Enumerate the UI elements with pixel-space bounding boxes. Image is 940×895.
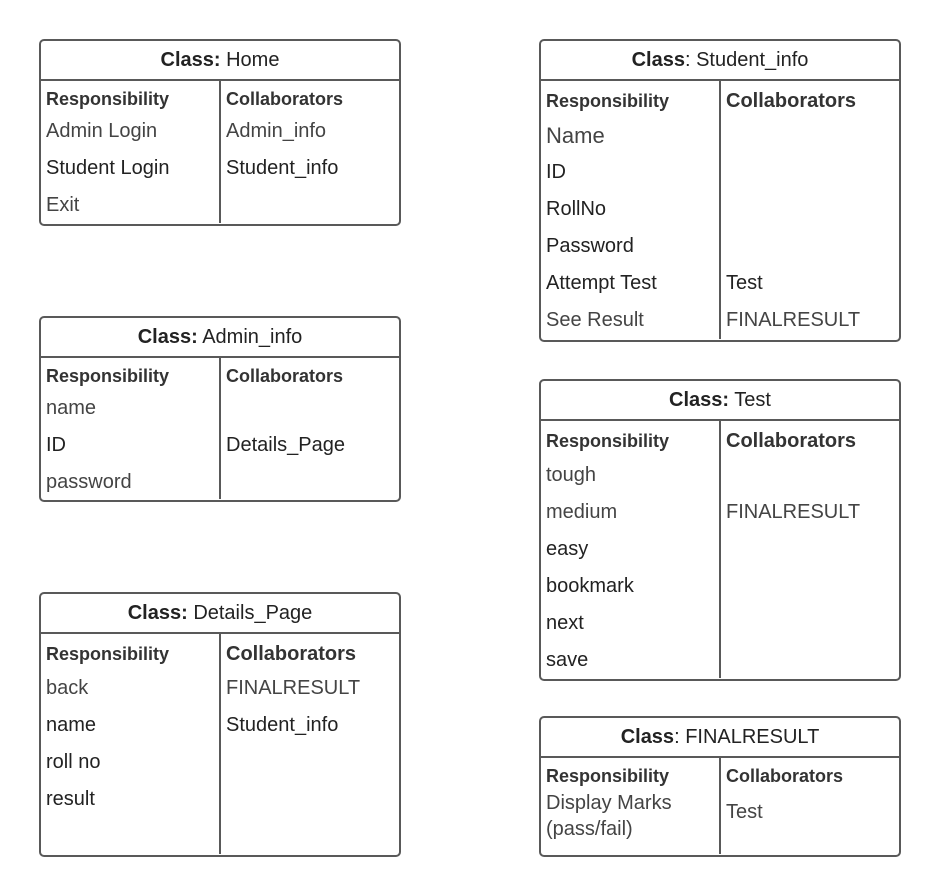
crc-card-finalresult xyxy=(539,716,901,857)
collaborators-column xyxy=(221,358,399,499)
responsibility-item: Exit xyxy=(46,194,80,216)
responsibility-item: Display Marks (pass/fail) xyxy=(546,792,672,840)
collaborator-item xyxy=(726,228,899,265)
class-name-text: FINALRESULT xyxy=(685,726,820,748)
responsibility-header: Responsibility xyxy=(46,366,170,386)
responsibility-item: Attempt Test xyxy=(546,272,657,294)
responsibility-item: medium xyxy=(546,501,618,523)
responsibility-item: tough xyxy=(546,464,597,486)
collaborators-column xyxy=(721,421,899,678)
collaborator-item xyxy=(726,191,899,228)
collaborator-item: Student_info xyxy=(226,157,339,179)
responsibility-item: Student Login xyxy=(46,157,170,179)
responsibility-item: result xyxy=(46,788,95,810)
responsibility-item: back xyxy=(46,677,89,699)
collaborators-column xyxy=(221,634,399,854)
crc-card-title xyxy=(41,318,399,358)
responsibility-item: easy xyxy=(546,538,589,560)
collaborators-header: Collaborators xyxy=(226,89,344,109)
crc-card-title xyxy=(541,718,899,758)
collaborators-header: Collaborators xyxy=(726,766,844,786)
class-label: Class: xyxy=(137,326,198,348)
collaborators-column xyxy=(721,81,899,339)
class-name: Admin_info xyxy=(202,326,303,348)
crc-card-title xyxy=(541,381,899,421)
class-name: : FINALRESULT xyxy=(674,726,820,748)
responsibility-item: roll no xyxy=(46,751,101,773)
responsibility-item: ID xyxy=(46,434,66,456)
collaborators-header: Collaborators xyxy=(726,430,857,452)
crc-card-title xyxy=(41,41,399,81)
responsibility-item: name xyxy=(46,714,97,736)
responsibility-item: Password xyxy=(546,235,634,257)
responsibility-item: password xyxy=(46,471,132,493)
crc-card-details-page xyxy=(39,592,401,857)
responsibility-column xyxy=(541,81,721,339)
collaborator-item xyxy=(726,117,899,154)
crc-card-test xyxy=(539,379,901,681)
class-label: Class: xyxy=(669,389,730,411)
responsibility-item: name xyxy=(46,397,97,419)
responsibility-item: save xyxy=(546,649,589,671)
responsibility-header: Responsibility xyxy=(46,644,170,664)
collaborator-item: FINALRESULT xyxy=(726,309,861,331)
class-label: Class: xyxy=(127,602,188,624)
responsibility-column xyxy=(41,634,221,854)
responsibility-column xyxy=(41,81,221,223)
responsibility-item: ID xyxy=(546,161,566,183)
crc-card-student-info xyxy=(539,39,901,342)
crc-card-home xyxy=(39,39,401,226)
collaborators-column xyxy=(221,81,399,223)
crc-card-title xyxy=(41,594,399,634)
collaborators-column xyxy=(721,758,899,854)
responsibility-header: Responsibility xyxy=(46,89,170,109)
class-name: Home xyxy=(226,49,280,71)
crc-card-title xyxy=(541,41,899,81)
responsibility-header: Responsibility xyxy=(546,766,670,786)
collaborators-header: Collaborators xyxy=(226,366,344,386)
responsibility-header: Responsibility xyxy=(546,91,670,111)
class-name: Test xyxy=(734,389,771,411)
responsibility-column xyxy=(41,358,221,499)
collaborator-item xyxy=(226,390,399,427)
class-label: Class xyxy=(620,726,675,748)
class-name: Details_Page xyxy=(193,602,313,624)
responsibility-item: next xyxy=(546,612,584,634)
collaborators-header: Collaborators xyxy=(726,90,857,112)
collaborator-item: Test xyxy=(726,801,763,823)
collaborator-item: Student_info xyxy=(226,714,339,736)
responsibility-item: Name xyxy=(546,123,605,148)
responsibility-column xyxy=(541,758,721,854)
collaborator-item: FINALRESULT xyxy=(726,501,861,523)
class-label: Class: xyxy=(160,49,221,71)
collaborator-item: Test xyxy=(726,272,763,294)
collaborator-item xyxy=(726,154,899,191)
collaborator-item: Details_Page xyxy=(226,434,345,456)
class-name: : Student_info xyxy=(684,49,809,71)
collaborators-header: Collaborators xyxy=(226,643,357,665)
collaborator-item: Admin_info xyxy=(226,120,327,142)
responsibility-item: bookmark xyxy=(546,575,634,597)
class-name-text: Student_info xyxy=(696,49,809,71)
responsibility-item: Admin Login xyxy=(46,120,158,142)
collaborator-item: FINALRESULT xyxy=(226,677,361,699)
responsibility-item: RollNo xyxy=(546,198,607,220)
class-label: Class xyxy=(631,49,685,71)
crc-card-admin-info xyxy=(39,316,401,502)
responsibility-column xyxy=(541,421,721,678)
collaborator-item xyxy=(726,457,899,494)
responsibility-header: Responsibility xyxy=(546,431,670,451)
responsibility-item: See Result xyxy=(546,309,644,331)
